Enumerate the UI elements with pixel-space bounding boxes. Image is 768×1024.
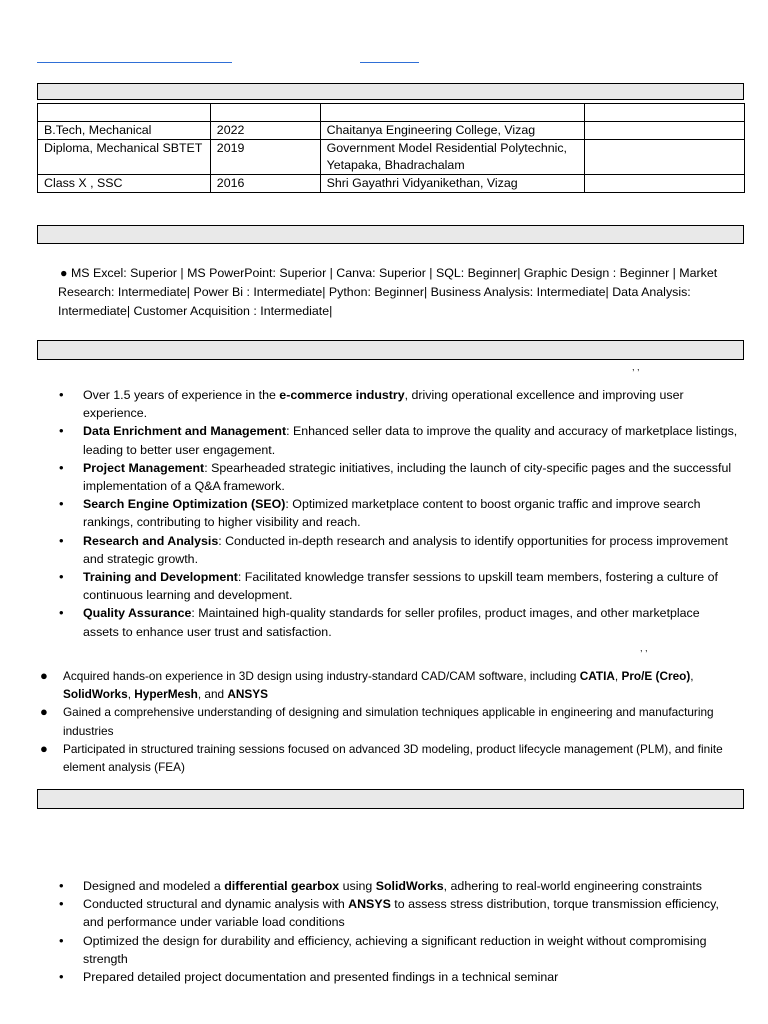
list-item: ● Acquired hands-on experience in 3D design using industry-standard CAD/CAM software, including CATIA, Pro/E (Creo), SolidWorks, HyperMesh, and ANSYS [40, 668, 694, 702]
table-row: Diploma, Mechanical SBTET 2019 Government Model Residential Polytechnic, Yetapaka, Bhadrachalam [38, 140, 745, 175]
job1-bullet-list [59, 386, 738, 641]
table-header-row [38, 104, 745, 122]
job1-meta: , , [632, 362, 640, 372]
table-row: Class X , SSC 2016 Shri Gayathri Vidyanikethan, Vizag [38, 175, 745, 193]
list-item: • Optimized the design for durability and efficiency, achieving a significant reduction in weight without compromising strength [59, 932, 707, 966]
profile-link[interactable] [360, 62, 419, 63]
list-item: ● Participated in structured training sessions focused on advanced 3D modeling, product lifecycle management (PLM), and finite element analysis (FEA) [40, 740, 723, 775]
experience-section-header [37, 340, 744, 360]
education-section-header [37, 83, 744, 100]
list-item: • Training and Development: Facilitated knowledge transfer sessions to upskill team members, fostering a culture of continuous learning and development. [59, 569, 718, 603]
list-item: • Prepared detailed project documentation and presented findings in a technical seminar [59, 969, 559, 985]
list-item: • Research and Analysis: Conducted in-depth research and analysis to identify opportunities for process improvement and strategic growth. [59, 532, 728, 566]
skills-section-header [37, 225, 744, 244]
list-item: • Project Management: Spearheaded strategic initiatives, including the launch of city-specific pages and the successful implementation of a Q&A framework. [59, 459, 732, 494]
list-item: • Over 1.5 years of experience in the e-commerce industry, driving operational excellence and improving user experience. [59, 387, 684, 421]
projects-section-header [37, 789, 744, 809]
list-item: • Conducted structural and dynamic analysis with ANSYS to assess stress distribution, torque transmission efficiency, and performance under variable load conditions [59, 896, 719, 930]
job2-meta: , , [640, 643, 648, 653]
list-item: • Search Engine Optimization (SEO): Optimized marketplace content to boost organic traffic and improve search rankings, contributing to higher visibility and reach. [59, 496, 701, 530]
list-item: ● Gained a comprehensive understanding of designing and simulation techniques applicable in engineering and manufacturing industries [40, 704, 714, 738]
project-bullet-list [59, 877, 733, 986]
education-table [37, 103, 745, 193]
table-row: B.Tech, Mechanical 2022 Chaitanya Engineering College, Vizag [38, 122, 745, 140]
email-link[interactable] [37, 62, 232, 63]
job2-bullet-list [40, 667, 733, 776]
list-item: • Designed and modeled a differential gearbox using SolidWorks, adhering to real-world engineering constraints [59, 878, 702, 893]
skills-text: ● MS Excel: Superior | MS PowerPoint: Superior | Canva: Superior | SQL: Beginner| Graphic Design : Beginner | Market Research: Intermediate| Power Bi : Intermediate| Python: Beginner| Business Analysis: Intermediate| Data Analysis: Intermediate| Customer Acquisition : Intermediate| [58, 266, 718, 318]
list-item: • Quality Assurance: Maintained high-quality standards for seller profiles, product images, and other marketplace assets to enhance user trust and satisfaction. [59, 605, 700, 639]
list-item: • Data Enrichment and Management: Enhanced seller data to improve the quality and accuracy of marketplace listings, leading to better user engagement. [59, 423, 738, 457]
